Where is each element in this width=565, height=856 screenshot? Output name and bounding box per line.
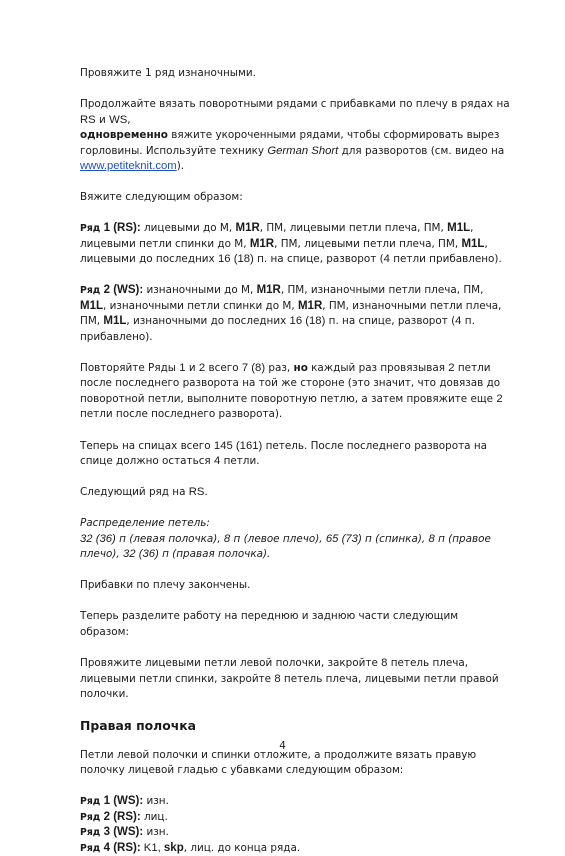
number: 2 xyxy=(496,392,503,405)
text: и xyxy=(185,361,199,374)
text: , xyxy=(127,113,131,126)
number: 145 (161) xyxy=(213,439,263,452)
text: п. прибавлено). xyxy=(80,315,475,343)
technique-name: German Short xyxy=(267,144,339,157)
text: WS xyxy=(109,113,128,126)
text: петли. xyxy=(220,455,260,468)
text: петель плеча, лицевыми петли правой полочки. xyxy=(80,672,499,701)
number: 32 (36) xyxy=(122,548,159,561)
paragraph-divide-work: Теперь разделите работу на переднюю и заднюю части следующим образом: xyxy=(80,610,459,638)
text: раз, xyxy=(265,361,294,374)
paragraph-increases-done: Прибавки по плечу закончены. xyxy=(80,579,251,592)
stitch-abbrev: M1L xyxy=(461,237,485,250)
number: 2 xyxy=(198,361,206,374)
number: 4 xyxy=(213,455,221,468)
row-2-rs xyxy=(80,810,510,826)
paragraph-next-row xyxy=(80,485,510,501)
bold-text: одновременно xyxy=(80,129,168,142)
text: , изнаночными до последних xyxy=(126,315,290,328)
text: п. на спице, разворот ( xyxy=(253,253,384,266)
number: 65 (73) xyxy=(325,532,362,545)
text: , ПМ, изнаночными петли плеча, ПМ, xyxy=(80,299,502,328)
row-2-instructions xyxy=(80,283,510,345)
row-3-ws xyxy=(80,825,510,841)
text: ). xyxy=(176,160,185,173)
row-4-rs xyxy=(80,841,510,856)
text: , лиц. до конца ряда. xyxy=(183,841,301,854)
paragraph-stitch-count xyxy=(80,439,510,470)
number: 7 (8) xyxy=(241,361,266,374)
text: лицевыми до М, xyxy=(140,222,236,235)
text: RS xyxy=(80,113,96,126)
text: п. на спице, разворот ( xyxy=(325,315,456,328)
text: для разворотов (см. видео на xyxy=(338,144,505,157)
text: п (правая полочка). xyxy=(158,548,271,561)
text: вяжите укороченными рядами, чтобы сформировать вырез горловины. Используйте технику xyxy=(80,129,500,157)
row-label: Ряд xyxy=(80,796,101,808)
row-number: 1 (WS): xyxy=(103,795,144,808)
stitch-abbrev: M1R xyxy=(297,299,323,312)
number: 8 xyxy=(428,532,435,545)
text: , изнаночными петли спинки до М, xyxy=(103,299,298,312)
paragraph-bind-off xyxy=(80,656,510,703)
text: Следующий ряд на xyxy=(80,486,189,499)
row-label: Ряд xyxy=(80,842,101,854)
document-body xyxy=(80,66,510,856)
row-number: 2 (WS): xyxy=(103,284,144,297)
text: и xyxy=(95,113,110,126)
row-label: Ряд xyxy=(80,223,101,235)
text: п (спинка), xyxy=(361,532,429,545)
text: петель плеча, лицевыми петли спинки, закройте xyxy=(80,657,469,685)
paragraph-knit-as-follows: Вяжите следующим образом: xyxy=(80,191,243,204)
text: изнаночными до М, xyxy=(143,284,257,297)
bold-text: но xyxy=(293,361,308,374)
text: п (правое плечо), xyxy=(80,532,491,561)
text: всего xyxy=(205,361,242,374)
stitch-abbrev: M1L xyxy=(103,315,127,328)
row-1-instructions xyxy=(80,221,510,268)
stitch-abbrev: M1L xyxy=(447,222,471,235)
row-label: Ряд xyxy=(80,827,101,839)
text: петель. После последнего разворота на спице должно остаться xyxy=(80,439,487,468)
text: Повторяйте Ряды xyxy=(80,361,180,374)
text: , лицевыми до последних xyxy=(80,237,488,266)
text: петли прибавлено). xyxy=(389,253,502,266)
row-label: Ряд xyxy=(80,811,101,823)
number: 16 (18) xyxy=(218,253,254,266)
row-label: Ряд xyxy=(80,285,101,297)
stitch-abbrev: M1R xyxy=(256,284,281,297)
paragraph-repeat-rows xyxy=(80,361,510,423)
stitch-abbrev: M1L xyxy=(80,299,103,312)
text: п (левая полочка), xyxy=(115,532,224,545)
row-number: 1 (RS): xyxy=(103,222,141,235)
text: Продолжайте вязать поворотными рядами с прибавками по плечу в рядах на xyxy=(80,98,510,111)
stitch-distribution xyxy=(80,516,510,563)
text: петли после последнего разворота на той же стороне (это значит, что довязав до поворотной петли, выполните поворотную петлю, а затем провяжите еще xyxy=(80,361,501,405)
paragraph-continue-short-rows xyxy=(80,97,510,175)
row-number: 2 (RS): xyxy=(103,810,141,823)
number: 8 xyxy=(274,672,281,685)
text: каждый раз провязывая xyxy=(307,361,449,374)
number: 32 (36) xyxy=(80,532,116,545)
paragraph-right-front: Петли левой полочки и спинки отложите, а продолжите вязать правую полочку лицевой гладью с убавками следующим образом: xyxy=(80,748,477,777)
number: 1 xyxy=(179,361,186,374)
text: . xyxy=(204,486,208,499)
number: 4 xyxy=(383,253,390,266)
number: 8 xyxy=(381,657,388,670)
number: 8 xyxy=(223,532,231,545)
row-1-ws xyxy=(80,794,510,810)
text: , ПМ, изнаночными петли плеча, ПМ, xyxy=(280,284,484,297)
paragraph-purl-row: Провяжите 1 ряд изнаночными. xyxy=(80,67,256,79)
page-number: 4 xyxy=(279,740,286,752)
text: изн. xyxy=(143,826,169,839)
text: K1, xyxy=(140,841,164,854)
text: петли после последнего разворота). xyxy=(80,408,283,421)
row-number: 4 (RS): xyxy=(103,841,141,854)
row-number: 3 (WS): xyxy=(103,826,144,839)
text: , ПМ, лицевыми петли плеча, ПМ, xyxy=(274,237,462,250)
text: лиц. xyxy=(140,810,168,823)
stitch-abbrev: skp xyxy=(163,841,184,854)
stitch-abbrev: M1R xyxy=(235,222,260,235)
text: , лицевыми петли спинки до М, xyxy=(80,222,474,250)
number: 2 xyxy=(448,361,455,374)
section-heading: Правая полочка xyxy=(80,718,197,734)
text: п (левое плечо), xyxy=(230,532,326,545)
website-link[interactable]: www.petiteknit.com xyxy=(80,160,177,173)
number: 4 xyxy=(455,315,462,328)
text: RS xyxy=(188,486,205,499)
text: Теперь на спицах всего xyxy=(80,439,214,452)
stitch-abbrev: M1R xyxy=(249,237,275,250)
text: , ПМ, лицевыми петли плеча, ПМ, xyxy=(259,222,448,235)
text: Провяжите лицевыми петли левой полочки, закройте xyxy=(80,657,382,670)
distribution-title: Распределение петель: xyxy=(80,517,210,530)
text: изн. xyxy=(143,795,169,808)
number: 16 (18) xyxy=(289,315,326,328)
